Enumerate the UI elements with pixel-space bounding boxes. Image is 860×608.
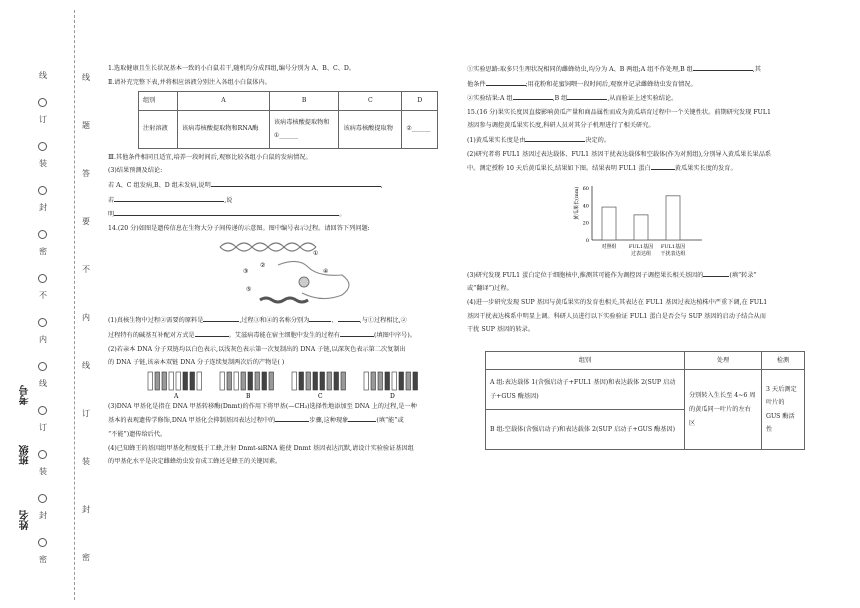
th-b: B [269,92,339,111]
y-tick-label: 0 [585,237,589,244]
gus-experiment-table [485,351,805,451]
row-b: B 组:空载体(含强启动子)和表达载体 2(SUP 启动子+GUS 酶基因) [486,410,685,450]
dna-strand [176,372,181,390]
binding-hole-icon [38,274,47,283]
kaohao-label: 考号 [20,385,31,405]
r3c: ,从而验证上述实验结论。 [607,95,678,103]
q13-result-2: 若 [108,196,115,204]
dna-strand [241,372,246,390]
dna-strand [262,372,267,390]
process-label-4: ④ [323,268,329,276]
dna-strand [341,372,346,390]
banji-label: 班级 [20,445,31,465]
q13-step2: Ⅱ.请补充完整下表,并将相应溶液分别注入各组小白鼠体内。 [108,78,271,86]
protein-chain [260,298,308,302]
answer-line[interactable] [275,413,309,422]
y-tick-label: 40 [582,203,589,210]
dna-strand [306,372,311,390]
binding-char: 不 [39,291,47,300]
dna-strand [313,372,318,390]
x-tick-label: 过表达组 [630,250,652,257]
th-d: D [402,92,438,111]
answer-line[interactable] [114,207,339,216]
q15-1b: 决定的。 [585,136,611,144]
cell-detect: 3 天后测定叶片的 GUS 酶活性 [762,370,805,450]
q14-1c: 与①过程相比,② [361,317,407,325]
dna-strand [406,372,411,390]
binding-hole-icon [38,98,47,107]
r2: 他条件 [467,80,486,88]
answer-line[interactable] [703,268,729,277]
binding-char: 线 [39,71,47,80]
dna-strand [269,372,274,390]
q15-2: (2)研究者将 FUL1 基因过表达载体、FUL1 基因干扰表达载体和空载体(作为对照组),分别导入黄瓜果长果品系 [467,150,772,158]
xingming-label: 姓名 [20,510,31,530]
dna-strand [292,372,297,390]
binding-char: 封 [82,505,90,514]
dna-strand [227,372,232,390]
q14-3b: 基本的表观遗传学修饰,DNA 甲基化会抑制基因表达过程中的 [108,417,276,425]
q14-stem: 14.(20 分)如图是遗传信息在生物大分子间传递的示意图。图中编号表示过程。请回答下列问题: [108,224,370,232]
q14-2b: 的 DNA 子链,该亲本双链 DNA 分子连续复制两次后的产物是( ) [108,359,285,367]
q14-1d: 过程特有的碱基互补配对方式是 [108,331,195,339]
option-label: D [390,392,395,400]
bar [634,215,648,240]
bar [602,207,616,240]
option-label: C [318,392,323,400]
binding-char: 封 [39,511,47,520]
q14-4b: 的甲基化水平是决定雌蜂幼虫发育成工蜂还是蜂王的关键因素。 [108,458,282,466]
q15-4b: 基因干扰表达株系中明显上调。科研人员进行以下实验验证 FUL1 蛋白是否会与 SUP 基因的启动子结合从而 [467,312,766,320]
x-tick-label: FUL1基因 [628,243,654,250]
binding-char: 订 [39,423,47,432]
cell-treatment: 分别转入生长至 4~6 周的黄瓜同一叶片的左右区 [685,370,762,450]
dna-strand [197,372,202,390]
q13-result-1: 若 A、C 组发病,B、D 组未发病,说明 [108,181,211,189]
binding-char: 内 [39,335,47,344]
answer-line[interactable] [340,328,374,337]
dna-strand [162,372,167,390]
q14-3: (3)DNA 甲基化是指在 DNA 甲基转移酶(Dnmt)的作用下将甲基(—CH₃)选择性地添加至 DNA 上的过程,是一种 [108,402,417,410]
dna-strand [220,372,225,390]
cell-b: 该病毒核酸提取物和 ①______ [269,110,339,148]
dna-strand [385,372,390,390]
q15-1: (1)黄瓜果实长度是由 [467,136,526,144]
th-a: A [178,92,270,111]
mrna-strand [278,262,349,299]
dna-strand [364,372,369,390]
answer-line[interactable] [114,193,224,202]
binding-hole-icon [38,318,47,327]
answer-line[interactable] [486,77,526,86]
option-label: A [174,392,179,400]
binding-char: 要 [82,217,90,226]
dna-strand [413,372,418,390]
bar [666,196,680,240]
binding-hole-icon [38,186,47,195]
ribosome-icon [299,277,309,287]
dna-strand [183,372,188,390]
injection-table [138,91,438,149]
dna-strand [378,372,383,390]
dna-strand [248,372,253,390]
binding-char: 装 [82,457,90,466]
fruit-length-chart [467,176,812,268]
answer-line[interactable] [338,313,360,322]
th-treatment: 处理 [685,351,762,370]
process-label-3: ③ [243,268,249,276]
answer-line[interactable] [309,313,331,322]
cell-c: 该病毒核酸提取物 [339,110,402,148]
binding-char: 订 [82,409,90,418]
dna-helix [220,243,316,251]
binding-char: 内 [82,313,90,322]
binding-hole-icon [38,494,47,503]
cell-a: 该病毒核酸提取物和RNA酶 [178,110,270,148]
q15-2b: 中。测定授粉 10 天后黄瓜果长,结果如下图。结果表明 FUL1 蛋白 [467,165,651,173]
answer-line[interactable] [525,133,585,142]
answer-line[interactable] [513,91,553,100]
q14-1b: ,过程③和④的名称分别为 [239,317,310,325]
binding-char: 题 [82,121,90,130]
answer-line[interactable] [211,178,381,187]
q13-result-2b: ,说 [224,196,233,204]
central-dogma-diagram [108,235,453,313]
process-label-5: ⑤ [246,286,252,294]
y-tick-label: 20 [582,220,589,227]
dna-strand [371,372,376,390]
binding-char: 订 [39,115,47,124]
th-detect: 检测 [762,351,805,370]
answer-line[interactable] [693,62,753,71]
y-axis-label: 黄瓜果长(mm) [574,186,580,220]
binding-char: 线 [82,361,90,370]
row-a: A 组:表达载体 1(含强启动子+FUL1 基因)和表达载体 2(SUP 启动子+GUS 酶基因) [486,370,685,410]
q14-1: (1)真核生物中过程②需要的原料是 [108,317,204,325]
binding-dashed-line [74,10,75,600]
dna-strand [255,372,260,390]
left-column: 1.选取健康且生长状况基本一致的小白鼠若干,随机均分成四组,编号分别为 A、B、C、D。 Ⅱ.请补充完整下表,并将相应溶液分别注入各组小白鼠体内。 组别 A B C D 注射溶液 该病毒核酸提取物和RNA酶 该病毒核酸提取物和 ①______ 该病毒核酸提取物 ②______ Ⅲ.其他条件相同且适宜,培养一段时间后,观察比较各组小白鼠的发病情况。 (3)结果预测及结论: 若 A、C 组发病,B、D 组未发病,说明 , 若 ,说 明 。 14.(20 分)如图是遗传信息在生物大分子间传递的示意图。图中编号表示过程。请回答下列问题: ③ ② ④ ① ⑤ (1)真核生物中过程②需要的原料是 ,过程③和④的名称分别为 、 ,与①过程相比,② 过程特有的碱基互补配对方式是 。艾滋病毒能在宿主细胞中发生的过程有 (填图中序号)。 (2)若亲本 DNA 分子双链均以白色表示,以浅灰色表示第一次复制出的 DNA 子链,以深灰色表示第二次复制出 的 DNA 子链,该亲本双链 DNA 分子连续复制两次后的产物是( ) A B C D (3)DNA 甲基化是指在 DNA 甲基转移酶(Dnmt)的作用下将甲基(—CH₃)选择性地添加至 DNA 上的过程,是一种 基本的表观遗传学修饰,DNA 甲基化会抑制基因表达过程中的 步骤,这种现象 (填“能”或 “不能”)遗传给后代。 (4)已知蜂王的基因组甲基化程度低于工蜂,注射 Dnmt-siRNA 能使 Dnmt 基因表达沉默,请设计实验验证基因组 的甲基化水平是决定雌蜂幼虫发育成工蜂还是蜂王的关键因素。 [108,62,453,469]
dna-strand [392,372,397,390]
binding-margin [0,0,90,608]
th-c: C [339,92,402,111]
q15-2c: 黄瓜果实长度的发育。 [674,165,737,173]
answer-line[interactable] [203,313,239,322]
option-label: B [246,392,251,400]
binding-char: 不 [82,265,90,274]
answer-line[interactable] [195,328,229,337]
binding-char: 线 [82,73,90,82]
r3b: ,B 组 [552,95,568,103]
q15-stem-b: 基因参与调控黄瓜果实长度,科研人员对其分子机理进行了相关研究。 [467,122,655,130]
blank-1[interactable]: ①______ [273,132,298,140]
dna-strand [299,372,304,390]
r1b: ,其 [752,66,761,73]
q14-3d: (填“能”或 [376,417,404,425]
dna-replication-options [108,370,453,400]
right-column [467,62,812,450]
dna-strand [234,372,239,390]
r1: ①实验思路:取多只生理状况相同的雌蜂幼虫,均分为 A、B 两组;A 组不作处理,B 组 [467,66,693,73]
answer-line[interactable] [348,413,376,422]
binding-hole-icon [38,362,47,371]
binding-char: 线 [39,379,47,388]
binding-hole-icon [38,230,47,239]
binding-char: 密 [39,555,47,564]
binding-char: 装 [39,159,47,168]
q13-step3: Ⅲ.其他条件相同且适宜,培养一段时间后,观察比较各组小白鼠的发病情况。 [108,153,312,161]
q14-1f: (填图中序号)。 [374,331,416,339]
q15-3c: 或“翻译”)过程。 [467,285,513,293]
binding-hole-icon [38,450,47,459]
process-label-2: ② [260,262,266,270]
q13-step1: 1.选取健康且生长状况基本一致的小白鼠若干,随机均分成四组,编号分别为 A、B、C、D。 [108,65,356,72]
row-label: 注射溶液 [139,110,178,148]
answer-line[interactable] [651,161,675,170]
q14-1e: 。艾滋病毒能在宿主细胞中发生的过程有 [228,331,340,339]
x-tick-label: 对照组 [601,243,617,250]
th-group: 组别 [139,92,178,111]
cell-d[interactable]: ②______ [402,110,438,148]
x-tick-label: 干扰表达组 [660,250,686,257]
q15-stem: 15.(16 分)果实长度因直接影响黄瓜产量和商品属性而成为黄瓜培育过程中一个关键性状。前期研究发现 FUL1 [467,108,771,116]
process-label-1: ① [313,250,319,258]
dna-strand [190,372,195,390]
q15-3: (3)研究发现 FUL1 蛋白定位于细胞核中,推测其可能作为调控因子调控果长相关基因的 [467,271,704,279]
dna-strand [148,372,153,390]
q15-4: (4)进一步研究发现 SUP 基因与黄瓜果实的发育也相关,其表达在 FUL1 基因过表达植株中严重下调,在 FUL1 [467,298,768,306]
dna-strand [327,372,332,390]
binding-hole-icon [38,142,47,151]
binding-char: 装 [39,467,47,476]
x-tick-label: FUL1基因 [660,243,686,250]
q13-result-3: 明 [108,211,115,219]
binding-hole-icon [38,406,47,415]
th-group: 组别 [486,351,685,370]
q13-result-title: (3)结果预测及结论: [108,167,163,175]
q14-4: (4)已知蜂王的基因组甲基化程度低于工蜂,注射 Dnmt-siRNA 能使 Dnmt 基因表达沉默,请设计实验验证基因组 [108,444,414,452]
dna-strand [399,372,404,390]
r3: ②实验结果:A 组 [467,95,513,103]
q14-3e: “不能”)遗传给后代。 [108,430,167,438]
q14-3c: 步骤,这种现象 [309,417,349,425]
q15-3b: (填“转录” [729,271,757,279]
dna-strand [334,372,339,390]
binding-char: 密 [82,553,90,562]
binding-hole-icon [38,538,47,547]
dna-strand [155,372,160,390]
answer-line[interactable] [567,91,607,100]
binding-char: 封 [39,203,47,212]
dna-strand [320,372,325,390]
binding-char: 答 [82,169,90,178]
r2b: ;用花粉和花蜜饲喂一段时间后,观察并记录雌蜂幼虫发育情况。 [525,80,697,88]
y-tick-label: 60 [582,185,589,192]
binding-char: 密 [39,247,47,256]
q14-2: (2)若亲本 DNA 分子双链均以白色表示,以浅灰色表示第一次复制出的 DNA 子链,以深灰色表示第二次复制出 [108,345,406,353]
dna-strand [169,372,174,390]
q15-4c: 干扰 SUP 基因的转录。 [467,326,535,334]
